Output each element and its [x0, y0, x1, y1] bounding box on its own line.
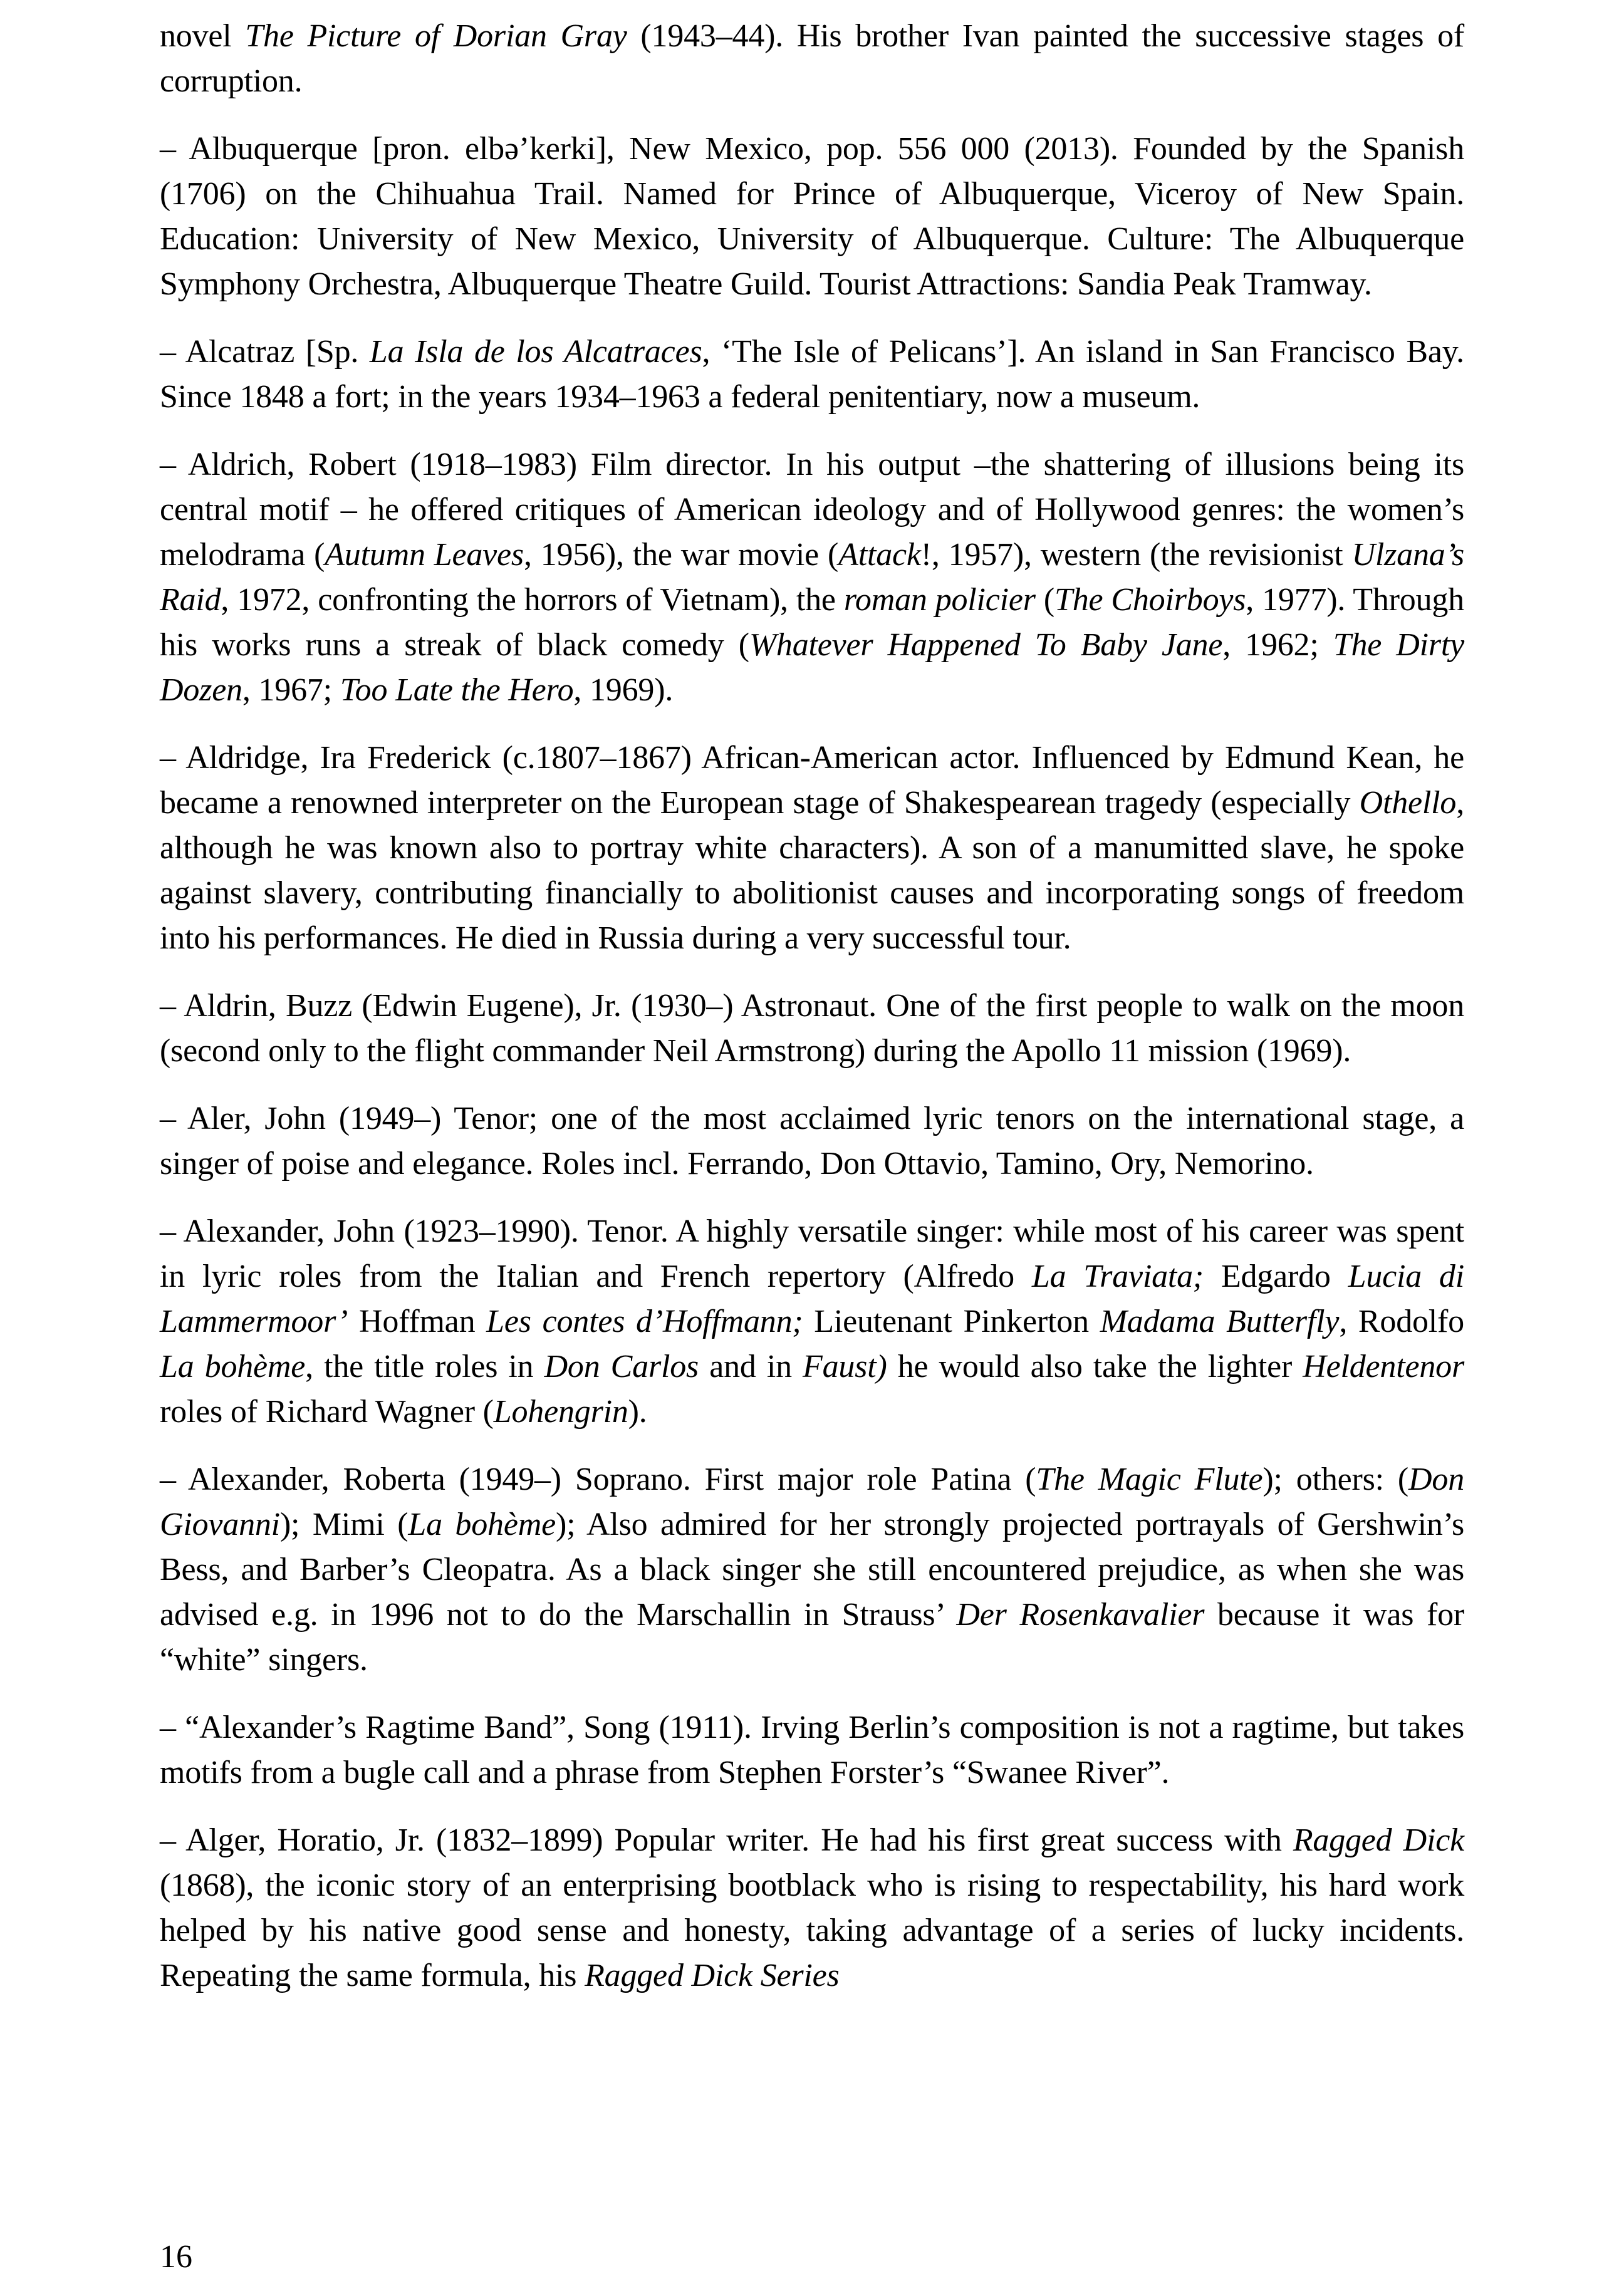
entry-alexander-roberta: – Alexander, Roberta (1949–) Soprano. First major role Patina (The Magic Flute); others: (Don Giovanni); Mimi (La bohème); Also admired for her strongly projected portrayals of Gershwin’s Bess, and Barber’s Cleopatra. As a black singer she still encountered prejudice, as when she was advised e.g. in 1996 not to do the Marschallin in Strauss’ Der Rosenkavalier because it was for “white” singers. — [160, 1462, 1465, 1678]
entry-dorian-gray-continuation: novel The Picture of Dorian Gray (1943–44). His brother Ivan painted the successive stages of corruption. — [160, 18, 1465, 99]
work-title: Heldentenor — [1303, 1349, 1464, 1384]
work-title: Autumn Leaves — [325, 537, 524, 573]
work-title: Too Late the Hero — [340, 672, 574, 708]
work-title: La bohème — [160, 1349, 306, 1384]
entry-aldridge-ira-frederick: – Aldridge, Ira Frederick (c.1807–1867) African-American actor. Influenced by Edmund Kean, he became a renowned interpreter on the European stage of Shakespearean tragedy (especially Othello, although he was known also to portray white characters). A son of a manumitted slave, he spoke against slavery, contributing financially to abolitionist causes and incorporating songs of freedom into his performances. He died in Russia during a very successful tour. — [160, 740, 1464, 956]
entry-alexander-john: – Alexander, John (1923–1990). Tenor. A highly versatile singer: while most of his career was spent in lyric roles from the Italian and French repertory (Alfredo La Traviata; Edgardo Lucia di Lammermoor’ Hoffman Les contes d’Hoffmann; Lieutenant Pinkerton Madama Butterfly, Rodolfo La bohème, the title roles in Don Carlos and in Faust) he would also take the lighter Heldentenor roles of Richard Wagner (Lohengrin). — [160, 1213, 1464, 1430]
work-title: La bohème — [408, 1507, 556, 1542]
work-title: Ragged Dick Series — [585, 1958, 840, 1993]
page-number: 16 — [160, 2239, 192, 2275]
work-title: Madama Butterfly — [1100, 1304, 1340, 1339]
entries-container — [160, 14, 1464, 2021]
entry-aldrin-buzz: – Aldrin, Buzz (Edwin Eugene), Jr. (1930–) Astronaut. One of the first people to walk on the moon (second only to the flight commander Neil Armstrong) during the Apollo 11 mission (1969). — [160, 988, 1464, 1069]
work-title: The Dirty Dozen — [160, 627, 1465, 708]
page-footer — [160, 2235, 192, 2280]
work-title: Der Rosenkavalier — [956, 1597, 1205, 1633]
work-title: Lucia di Lammermoor’ — [160, 1259, 1464, 1339]
work-title: roman policier — [843, 582, 1036, 618]
entry-aldrich-robert: – Aldrich, Robert (1918–1983) Film director. In his output –the shattering of illusions being its central motif – he offered critiques of American ideology and of Hollywood genres: the women’s melodrama (Autumn Leaves, 1956), the war movie (Attack!, 1957), western (the revisionist Ulzana’s Raid, 1972, confronting the horrors of Vietnam), the roman policier (The Choirboys, 1977). Through his works runs a streak of black comedy (Whatever Happened To Baby Jane, 1962; The Dirty Dozen, 1967; Too Late the Hero, 1969). — [160, 447, 1465, 708]
entry-albuquerque: – Albuquerque [pron. elbə’kerki], New Mexico, pop. 556 000 (2013). Founded by the Spanish (1706) on the Chihuahua Trail. Named for Prince of Albuquerque, Viceroy of New Spain. Education: University of New Mexico, University of Albuquerque. Culture: The Albuquerque Symphony Orchestra, Albuquerque Theatre Guild. Tourist Attractions: Sandia Peak Tramway. — [160, 131, 1464, 302]
entry-alger-horatio: – Alger, Horatio, Jr. (1832–1899) Popular writer. He had his first great success with Ragged Dick (1868), the iconic story of an enterprising bootblack who is rising to respectability, his hard work helped by his native good sense and honesty, taking advantage of a series of lucky incidents. Repeating the same formula, his Ragged Dick Series — [160, 1822, 1464, 1993]
work-title: Othello — [1359, 785, 1457, 821]
entry-aler-john: – Aler, John (1949–) Tenor; one of the most acclaimed lyric tenors on the international stage, a singer of poise and elegance. Roles incl. Ferrando, Don Ottavio, Tamino, Ory, Nemorino. — [160, 1101, 1464, 1182]
work-title: Ulzana’s Raid — [160, 537, 1465, 618]
work-title: Les contes d’Hoffmann; — [486, 1304, 803, 1339]
work-title: Ragged Dick — [1293, 1822, 1464, 1858]
work-title: Don Carlos — [544, 1349, 699, 1384]
work-title: Whatever Happened To Baby Jane — [749, 627, 1223, 663]
work-title: The Choirboys — [1054, 582, 1246, 618]
work-title: The Picture of Dorian Gray — [245, 18, 627, 54]
entry-alcatraz: – Alcatraz [Sp. La Isla de los Alcatraces, ‘The Isle of Pelicans’]. An island in San Francisco Bay. Since 1848 a fort; in the years 1934–1963 a federal penitentiary, now a museum. — [160, 334, 1464, 415]
work-title: Faust) — [803, 1349, 887, 1384]
entry-alexanders-ragtime-band: – “Alexander’s Ragtime Band”, Song (1911). Irving Berlin’s composition is not a ragtime, but takes motifs from a bugle call and a phrase from Stephen Forster’s “Swanee River”. — [160, 1710, 1464, 1790]
work-title: La Isla de los Alcatraces — [369, 334, 702, 370]
work-title: Lohengrin — [493, 1394, 628, 1430]
work-title: Don Giovanni — [160, 1462, 1464, 1542]
work-title: The Magic Flute — [1036, 1462, 1263, 1497]
work-title: La Traviata; — [1031, 1259, 1204, 1294]
work-title: Attack — [838, 537, 921, 573]
